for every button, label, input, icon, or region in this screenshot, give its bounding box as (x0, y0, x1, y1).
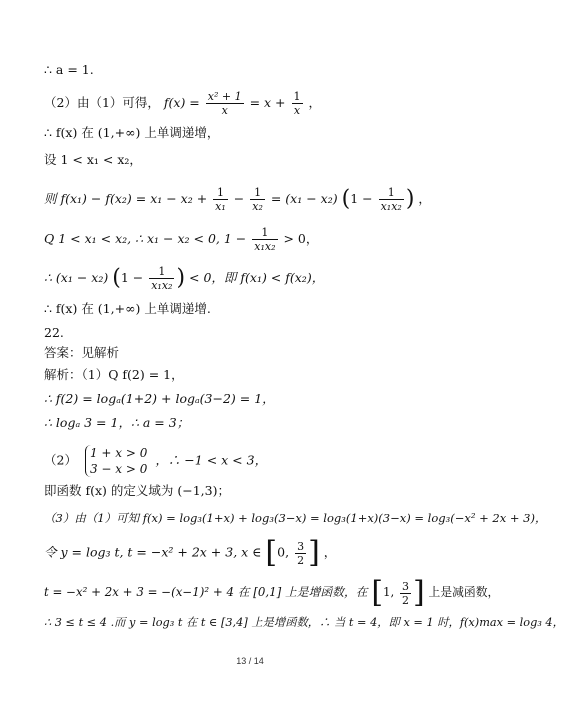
frac-num: 3 (297, 539, 305, 553)
t-text: t = −x² + 2x + 3 = −(x−1)² + 4 在 [0,1] 上是增函数，在 (44, 585, 368, 599)
frac-den: 2 (297, 553, 305, 567)
comma: ， (308, 95, 322, 110)
line-increasing-1: ∴ f(x) 在 (1,+∞) 上单调递增， (44, 125, 220, 140)
problem-number: 22. (44, 325, 64, 340)
fraction-x2p1-over-x (206, 90, 244, 117)
frac-num: 1 (379, 186, 404, 200)
one-minus: 1 − (350, 191, 373, 206)
conclusion-line: ∴ 3 ≤ t ≤ 4 .而 y = log₃ t 在 t ∈ [3,4] 上是增函数，∴ 当 t = 4，即 x = 1 时，f(x)max = log₃ 4， (44, 616, 564, 629)
frac-den: x₁ (215, 200, 226, 213)
let-y-text: 令 y = log₃ t, t = −x² + 2x + 3, x ∈ (44, 544, 262, 560)
diff-start: 则 f(x₁) − f(x₂) = x₁ − x₂ + (44, 191, 208, 206)
analysis-line: 解析：（1）Q f(2) = 1， (44, 367, 184, 382)
t-monotonic-line: t = −x² + 2x + 3 = −(x−1)² + 4 在 [0,1] 上是增函数，在 [1, $\frac{3}{2}$ ] 上是减函数， (44, 575, 500, 610)
frac-num: 1 (149, 265, 174, 279)
line-since (44, 226, 318, 253)
line-a-eq-1: ∴ a = 1. (44, 62, 94, 77)
fraction-3-over-2 (400, 580, 411, 607)
domain-line: 即函数 f(x) 的定义域为 (−1,3)； (44, 483, 230, 498)
part2-label-b: （2） (44, 452, 77, 468)
decreasing-text: 上是减函数， (428, 585, 500, 599)
interval-1: 1, (383, 585, 395, 599)
since-text: Q 1 < x₁ < x₂, ∴ x₁ − x₂ < 0, 1 − (44, 231, 247, 246)
inequality-system (85, 445, 147, 477)
frac-den: 2 (402, 593, 410, 607)
line-let-x1-x2: 设 1 < x₁ < x₂， (44, 152, 142, 167)
comma: ， (323, 544, 337, 560)
fraction-1-over-x1x2 (252, 226, 277, 253)
frac-den: x₂ (252, 200, 263, 213)
answer-line: 答案：见解析 (44, 345, 120, 360)
fraction-3-over-2 (295, 540, 306, 567)
interval-0: 0, (277, 544, 290, 560)
frac-den: x (221, 104, 228, 117)
fraction-1-over-x (292, 90, 303, 117)
frac-den: x (293, 104, 301, 117)
frac-num: 1 (250, 186, 265, 200)
product-start: ∴ (x₁ − x₂) (44, 270, 109, 285)
line-increasing-2: ∴ f(x) 在 (1,+∞) 上单调递增. (44, 301, 211, 316)
frac-num: 1 (252, 226, 277, 240)
line-therefore-product: ∴ (x₁ − x₂) (1 − $\frac{1}{\text{x₁x₂}}$ ) < 0，即 f(x₁) < f(x₂)， (44, 265, 325, 292)
fraction-1-over-x1 (213, 186, 228, 213)
f2-line: ∴ f(2) = logₐ(1+2) + logₐ(3−2) = 1， (44, 391, 275, 406)
frac-den: x₁x₂ (151, 279, 173, 292)
page-footer: 13 / 14 (236, 656, 264, 666)
frac-num: 1 (293, 90, 301, 103)
fraction-1-over-x1x2 (379, 186, 404, 213)
lt-zero-conclusion: < 0，即 f(x₁) < f(x₂)， (189, 270, 325, 285)
let-y-line: 令 y = log₃ t, t = −x² + 2x + 3, x ∈ [0, $\frac{3}{2}$ ] ， (44, 535, 337, 570)
frac-num: 1 (213, 186, 228, 200)
system-tail: ，∴ −1 < x < 3， (155, 452, 268, 468)
frac-num: 3 (402, 579, 410, 593)
part3-line: （3）由（1）可知 f(x) = log₃(1+x) + log₃(3−x) = log₃(1+x)(3−x) = log₃(−x² + 2x + 3)， (44, 511, 547, 525)
line-part2-fx (44, 90, 321, 117)
part2-label: （2）由（1）可得， (44, 95, 160, 110)
fraction-1-over-x1x2 (149, 265, 174, 292)
system-row-2: 3 − x > 0 (89, 462, 148, 476)
log-a-line: ∴ logₐ 3 = 1，∴ a = 3； (44, 415, 190, 430)
line-system (44, 445, 267, 477)
frac-den: x₁x₂ (254, 240, 276, 253)
system-row-1: 1 + x > 0 (89, 446, 148, 460)
fx-def: f(x) = (163, 95, 200, 110)
fraction-1-over-x2 (250, 186, 265, 213)
frac-den: x₁x₂ (380, 200, 402, 213)
one-minus: 1 − (120, 270, 144, 285)
minus-sign: − (233, 191, 245, 206)
gt-zero: > 0， (283, 231, 319, 246)
eq-paren: = (x₁ − x₂) (270, 191, 338, 206)
comma: ， (418, 191, 431, 206)
line-difference: 则 f(x₁) − f(x₂) = x₁ − x₂ + $\frac{1}{\text{x₁}}$ − $\frac{1}{\text{x₂}}$ = (x₁ − x₂) (1 − $\frac{1}{\text{x₁x₂}}$ ) ， (44, 186, 431, 213)
eq-x-plus: = x + (249, 95, 286, 110)
frac-num: x² + 1 (207, 90, 242, 103)
